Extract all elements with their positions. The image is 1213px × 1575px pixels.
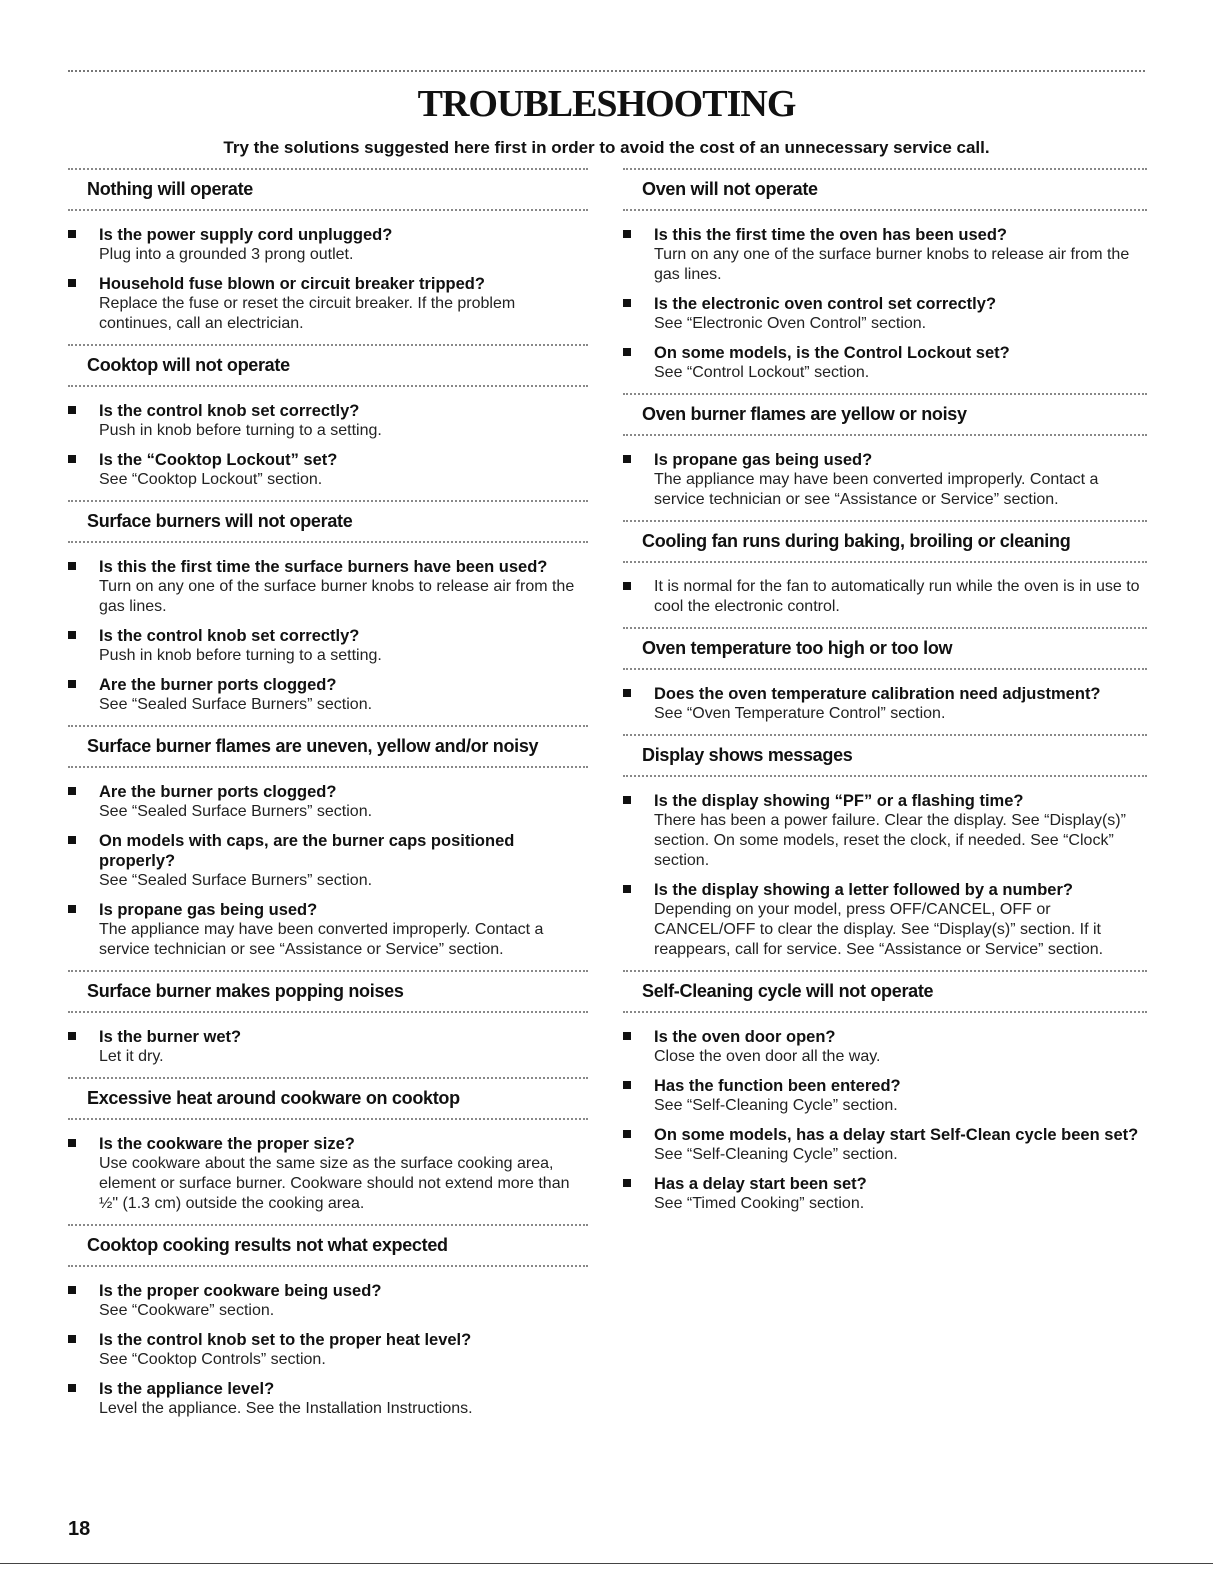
section-title: Oven burner flames are yellow or noisy [642,404,967,424]
question-text: Is the proper cookware being used? [99,1282,382,1300]
answer-text: It is normal for the fan to automatically run while the oven is in use to cool the electronic control. [654,578,1140,615]
square-bullet-icon [68,631,76,639]
bottom-rule [0,1563,1213,1564]
answer-text: See “Sealed Surface Burners” section. [99,696,373,713]
troubleshooting-section [68,1224,588,1419]
troubleshooting-section [68,970,588,1067]
section-title: Oven will not operate [642,179,818,199]
list-item [623,791,1147,871]
question-text: Has the function been entered? [654,1077,901,1095]
square-bullet-icon [623,299,631,307]
square-bullet-icon [68,406,76,414]
section-header [623,627,1147,670]
answer-text: See “Cooktop Lockout” section. [99,471,323,488]
section-header [623,520,1147,563]
question-text: Is the display showing “PF” or a flashing time? [654,792,1024,810]
troubleshooting-section [623,970,1147,1214]
answer-text: See “Timed Cooking” section. [654,1195,865,1212]
list-item [623,294,1147,334]
answer-text: See “Cooktop Controls” section. [99,1351,326,1368]
list-item [623,225,1147,285]
list-item [623,1076,1147,1116]
troubleshooting-section [623,627,1147,724]
answer-text: The appliance may have been converted improperly. Contact a service technician or see “Assistance or Service” section. [99,921,544,958]
troubleshooting-section [68,500,588,715]
list-item [623,577,1147,617]
troubleshooting-section [623,520,1147,617]
list-item [623,1174,1147,1214]
list-item [623,880,1147,960]
list-item [68,831,588,891]
troubleshooting-section [623,734,1147,960]
square-bullet-icon [623,1032,631,1040]
answer-text: See “Self-Cleaning Cycle” section. [654,1146,898,1163]
right-column [623,168,1147,1224]
troubleshooting-section [68,168,588,334]
list-item [68,1379,588,1419]
question-text: Are the burner ports clogged? [99,783,337,801]
answer-text: Level the appliance. See the Installation Instructions. [99,1400,473,1417]
list-item [623,684,1147,724]
question-text: Is the cookware the proper size? [99,1135,355,1153]
question-text: Is propane gas being used? [654,451,873,469]
intro-text: Try the solutions suggested here first in order to avoid the cost of an unnecessary service call. [223,138,990,157]
section-header [623,393,1147,436]
question-text: On some models, has a delay start Self-Clean cycle been set? [654,1126,1139,1144]
troubleshooting-section [68,344,588,490]
left-column [68,168,588,1429]
answer-text: See “Self-Cleaning Cycle” section. [654,1097,898,1114]
page-number: 18 [68,1518,91,1540]
square-bullet-icon [68,455,76,463]
question-text: Is the burner wet? [99,1028,242,1046]
section-header [68,500,588,543]
question-text: Is the appliance level? [99,1380,275,1398]
square-bullet-icon [68,1139,76,1147]
answer-text: Replace the fuse or reset the circuit breaker. If the problem continues, call an electrician. [99,295,516,332]
answer-text: See “Electronic Oven Control” section. [654,315,927,332]
answer-text: There has been a power failure. Clear the display. See “Display(s)” section. On some models, reset the clock, if needed. See “Clock” section. [654,812,1126,869]
section-header [623,970,1147,1013]
answer-text: Turn on any one of the surface burner knobs to release air from the gas lines. [99,578,575,615]
answer-text: Depending on your model, press OFF/CANCEL, OFF or CANCEL/OFF to clear the display. See “Display(s)” section. If it reappears, call for service. See “Assistance or Service” section. [654,901,1104,958]
section-header [623,168,1147,211]
square-bullet-icon [68,1286,76,1294]
list-item [68,274,588,334]
question-text: Is this the first time the oven has been used? [654,226,1007,244]
list-item [68,1027,588,1067]
answer-text: See “Cookware” section. [99,1302,275,1319]
section-header [68,168,588,211]
question-text: Is propane gas being used? [99,901,318,919]
list-item [623,1027,1147,1067]
section-title: Cooktop will not operate [87,355,290,375]
list-item [68,1281,588,1321]
list-item [623,1125,1147,1165]
question-text: Is the “Cooktop Lockout” set? [99,451,338,469]
list-item [68,675,588,715]
question-text: Is the oven door open? [654,1028,836,1046]
section-header [68,1224,588,1267]
answer-text: See “Oven Temperature Control” section. [654,705,946,722]
list-item [68,401,588,441]
section-title: Self-Cleaning cycle will not operate [642,981,934,1001]
list-item [68,450,588,490]
page-title: TROUBLESHOOTING [417,83,796,125]
answer-text: Push in knob before turning to a setting. [99,422,382,439]
answer-text: Use cookware about the same size as the surface cooking area, element or surface burner. Cookware should not extend more than ½" (1.3 cm) outside the cooking area. [99,1155,570,1212]
section-title: Surface burners will not operate [87,511,353,531]
square-bullet-icon [623,348,631,356]
question-text: Does the oven temperature calibration need adjustment? [654,685,1101,703]
square-bullet-icon [68,1384,76,1392]
question-text: Is this the first time the surface burners have been used? [99,558,548,576]
question-text: Is the control knob set correctly? [99,402,360,420]
list-item [68,557,588,617]
troubleshooting-section [68,1077,588,1214]
square-bullet-icon [623,796,631,804]
square-bullet-icon [623,689,631,697]
section-header [68,344,588,387]
list-item [68,225,588,265]
troubleshooting-section [68,725,588,960]
section-title: Surface burner flames are uneven, yellow and/or noisy [87,736,539,756]
list-item [68,900,588,960]
question-text: On some models, is the Control Lockout set? [654,344,1010,362]
square-bullet-icon [68,230,76,238]
list-item [68,1134,588,1214]
square-bullet-icon [623,1081,631,1089]
answer-text: The appliance may have been converted improperly. Contact a service technician or see “Assistance or Service” section. [654,471,1099,508]
square-bullet-icon [68,562,76,570]
question-text: Has a delay start been set? [654,1175,867,1193]
answer-text: See “Sealed Surface Burners” section. [99,803,373,820]
question-text: Is the power supply cord unplugged? [99,226,393,244]
answer-text: Turn on any one of the surface burner knobs to release air from the gas lines. [654,246,1130,283]
square-bullet-icon [68,680,76,688]
square-bullet-icon [623,230,631,238]
square-bullet-icon [68,905,76,913]
square-bullet-icon [68,1335,76,1343]
list-item [68,1330,588,1370]
square-bullet-icon [623,582,631,590]
question-text: On models with caps, are the burner caps positioned properly? [99,832,515,870]
troubleshooting-section [623,393,1147,510]
question-text: Is the electronic oven control set correctly? [654,295,997,313]
section-header [623,734,1147,777]
question-text: Is the control knob set correctly? [99,627,360,645]
section-title: Display shows messages [642,745,853,765]
square-bullet-icon [68,1032,76,1040]
square-bullet-icon [623,885,631,893]
square-bullet-icon [623,1130,631,1138]
question-text: Is the display showing a letter followed by a number? [654,881,1073,899]
list-item [623,343,1147,383]
answer-text: Close the oven door all the way. [654,1048,881,1065]
square-bullet-icon [68,279,76,287]
list-item [623,450,1147,510]
list-item [68,626,588,666]
section-header [68,1077,588,1120]
troubleshooting-section [623,168,1147,383]
section-header [68,970,588,1013]
square-bullet-icon [623,1179,631,1187]
question-text: Household fuse blown or circuit breaker tripped? [99,275,485,293]
section-title: Excessive heat around cookware on cooktop [87,1088,460,1108]
section-title: Cooktop cooking results not what expected [87,1235,448,1255]
square-bullet-icon [68,787,76,795]
section-title: Oven temperature too high or too low [642,638,953,658]
section-header [68,725,588,768]
answer-text: See “Control Lockout” section. [654,364,870,381]
answer-text: Let it dry. [99,1048,164,1065]
question-text: Are the burner ports clogged? [99,676,337,694]
section-title: Surface burner makes popping noises [87,981,404,1001]
answer-text: Plug into a grounded 3 prong outlet. [99,246,354,263]
square-bullet-icon [623,455,631,463]
answer-text: Push in knob before turning to a setting. [99,647,382,664]
square-bullet-icon [68,836,76,844]
section-title: Nothing will operate [87,179,254,199]
section-title: Cooling fan runs during baking, broiling or cleaning [642,531,1071,551]
list-item [68,782,588,822]
answer-text: See “Sealed Surface Burners” section. [99,872,373,889]
question-text: Is the control knob set to the proper heat level? [99,1331,472,1349]
top-dotted-rule [68,70,1145,72]
